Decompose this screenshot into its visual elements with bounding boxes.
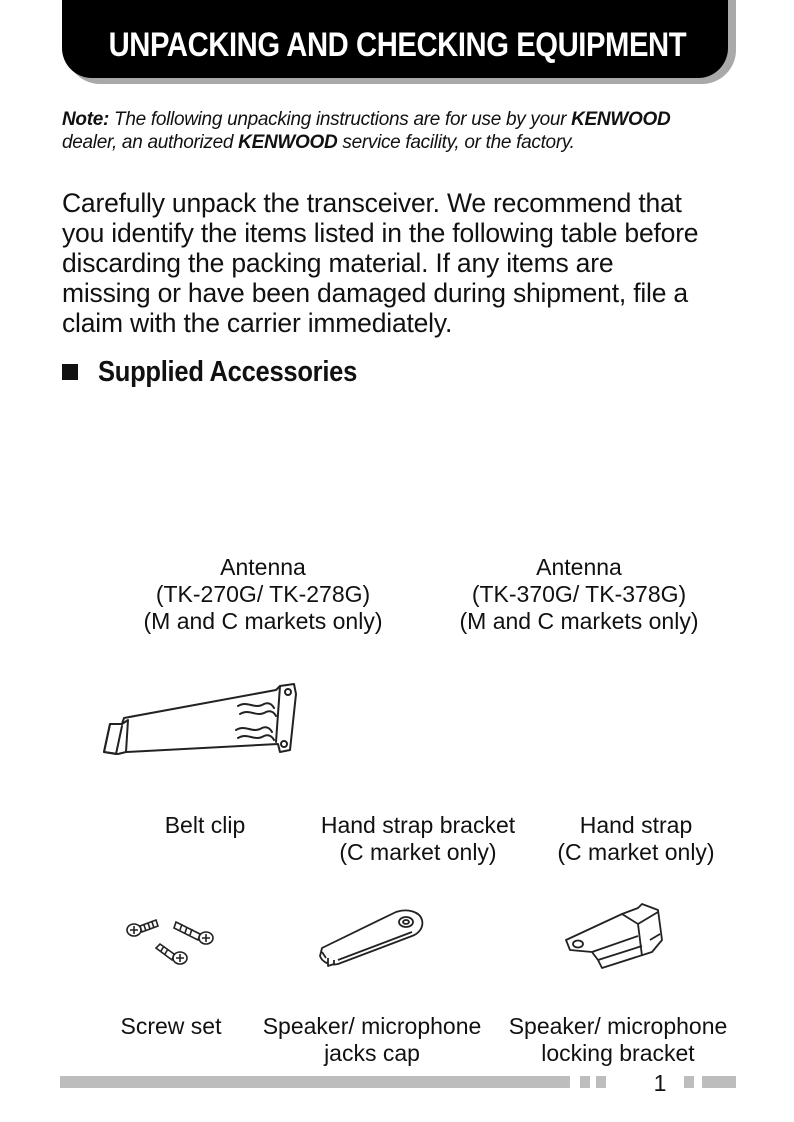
hand-strap-label	[548, 812, 724, 866]
antenna-1-label	[126, 554, 400, 635]
square-bullet-icon	[62, 364, 78, 380]
jacks-cap-illustration	[316, 906, 428, 970]
locking-bracket-name-line-2: locking bracket	[541, 1040, 695, 1066]
belt-clip-illustration	[96, 680, 306, 770]
antenna-2-models: (TK-370G/ TK-378G)	[471, 581, 687, 607]
intro-paragraph	[62, 188, 752, 338]
antenna-2-label	[442, 554, 716, 635]
antenna-1-name: Antenna	[220, 554, 306, 580]
page-number: 1	[653, 1070, 667, 1096]
section-title: Supplied Accessories	[98, 355, 358, 388]
note-brand-2: KENWOOD	[238, 132, 338, 153]
note-text-2: dealer, an authorized	[62, 132, 239, 153]
hand-strap-name: Hand strap	[579, 812, 693, 838]
hand-strap-bracket-label	[300, 812, 536, 866]
note-brand-1: KENWOOD	[571, 109, 671, 130]
jacks-cap-label	[252, 1013, 492, 1067]
antenna-1-models: (TK-270G/ TK-278G)	[155, 581, 371, 607]
page-title: UNPACKING AND CHECKING EQUIPMENT	[108, 26, 687, 64]
jacks-cap-name-line-2: jacks cap	[324, 1040, 420, 1066]
note-text-3: service facility, or the factory.	[337, 132, 575, 153]
antenna-2-markets: (M and C markets only)	[459, 608, 699, 634]
note-label: Note:	[62, 109, 110, 130]
antenna-2-name: Antenna	[536, 554, 622, 580]
hand-strap-market: (C market only)	[557, 839, 715, 865]
intro-line: Carefully unpack the transceiver. We recommend that	[62, 188, 682, 218]
belt-clip-label	[140, 812, 270, 839]
jacks-cap-name-line-1: Speaker/ microphone	[262, 1013, 482, 1039]
intro-line: discarding the packing material. If any items are	[62, 248, 614, 278]
hand-strap-bracket-market: (C market only)	[339, 839, 497, 865]
locking-bracket-label	[498, 1013, 738, 1067]
locking-bracket-name-line-1: Speaker/ microphone	[508, 1013, 728, 1039]
note-text-1: The following unpacking instructions are for use by your	[109, 109, 572, 130]
note-paragraph	[62, 108, 722, 154]
hand-strap-bracket-name: Hand strap bracket	[320, 812, 516, 838]
belt-clip-name: Belt clip	[164, 812, 246, 838]
screw-set-illustration	[120, 912, 220, 972]
footer-bar-right	[702, 1076, 736, 1088]
antenna-1-markets: (M and C markets only)	[143, 608, 383, 634]
intro-line: claim with the carrier immediately.	[62, 308, 453, 338]
screw-set-name: Screw set	[120, 1013, 222, 1039]
intro-line: you identify the items listed in the following table before	[62, 218, 699, 248]
intro-line: missing or have been damaged during shipment, file a	[62, 278, 688, 308]
footer-bar-segment	[684, 1076, 694, 1088]
section-heading	[62, 355, 392, 389]
footer-bar-left	[60, 1076, 570, 1088]
screw-set-label	[106, 1013, 236, 1040]
locking-bracket-illustration	[562, 900, 674, 972]
footer-bar-segment	[596, 1076, 606, 1088]
footer-bar-segment	[580, 1076, 590, 1088]
